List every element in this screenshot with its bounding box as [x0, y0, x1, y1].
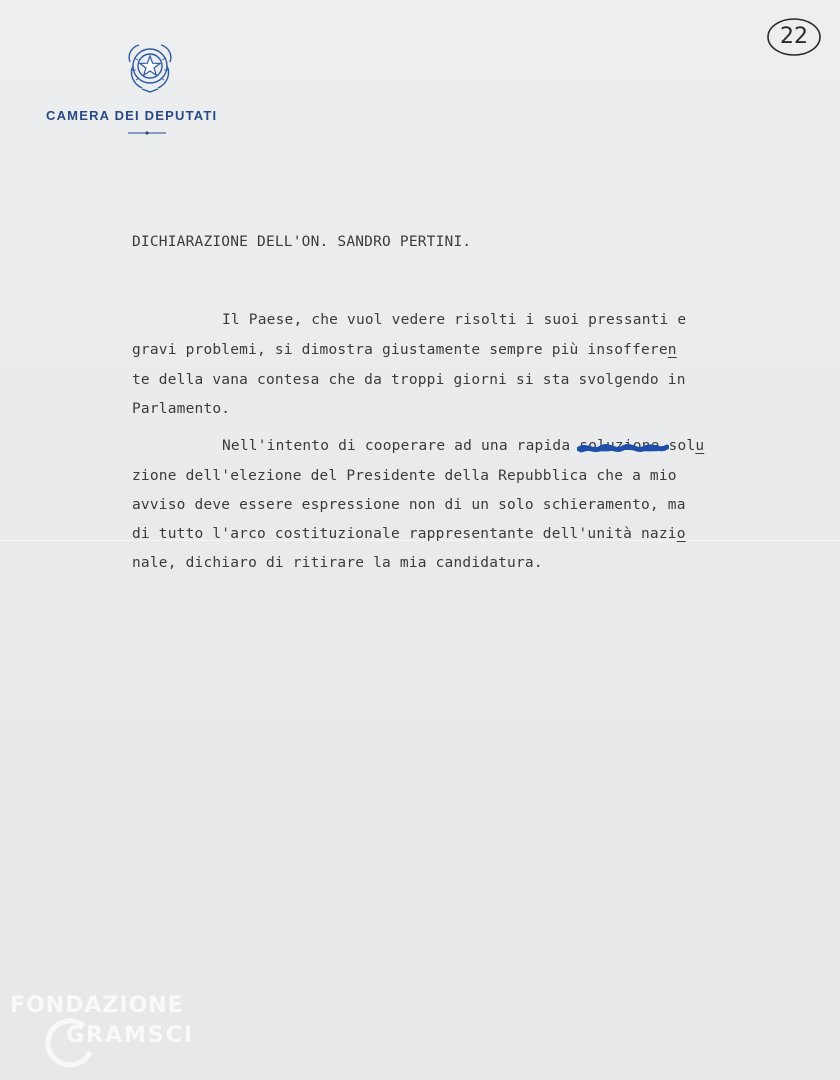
page-number-label: 22 — [780, 24, 808, 49]
watermark-line2: GRAMSCI — [66, 1023, 195, 1048]
paragraph1-line1: Il Paese, che vuol vedere risolti i suoi pressanti e — [222, 312, 687, 328]
paragraph2-line1-text: Nell'intento di cooperare ad una rapida — [222, 438, 580, 454]
paragraph2-line2: zione dell'elezione del Presidente della Repubblica che a mio — [132, 468, 677, 484]
struck-out-word — [579, 438, 659, 454]
paragraph2-line1-continuation: sol — [659, 438, 696, 454]
paragraph2-line1-underlined: u — [695, 438, 705, 454]
paragraph1-line2-underlined: n — [667, 342, 677, 358]
document-title: DICHIARAZIONE DELL'ON. SANDRO PERTINI. — [132, 234, 472, 250]
watermark-line1: FONDAZIONE — [10, 993, 184, 1018]
letterhead-institution: CAMERA DEI DEPUTATI — [46, 108, 218, 123]
paragraph2-line4-text: di tutto l'arco costituzionale rappresentante dell'unità nazi — [132, 526, 677, 542]
paragraph1-line2-text: gravi problemi, si dimostra giustamente sempre più insoffere — [132, 342, 668, 358]
paragraph2-line3: avviso deve essere espressione non di un solo schieramento, ma — [132, 497, 686, 513]
paragraph1-line3: te della vana contesa che da troppi giorni si sta svolgendo in — [132, 372, 686, 388]
paragraph2-line5: nale, dichiaro di ritirare la mia candidatura. — [132, 555, 543, 571]
paragraph2-line1 — [222, 438, 704, 454]
fondazione-gramsci-watermark — [10, 990, 220, 1070]
struck-out-word-text: soluzione — [579, 438, 660, 454]
paragraph2-line4-underlined: o — [676, 526, 686, 542]
paragraph2-line4 — [132, 526, 686, 542]
letterhead-ornament — [128, 130, 166, 136]
page-number — [766, 16, 822, 58]
paragraph1-line2 — [132, 342, 677, 358]
italian-republic-emblem-icon — [124, 40, 176, 96]
paragraph1-line4: Parlamento. — [132, 401, 231, 417]
